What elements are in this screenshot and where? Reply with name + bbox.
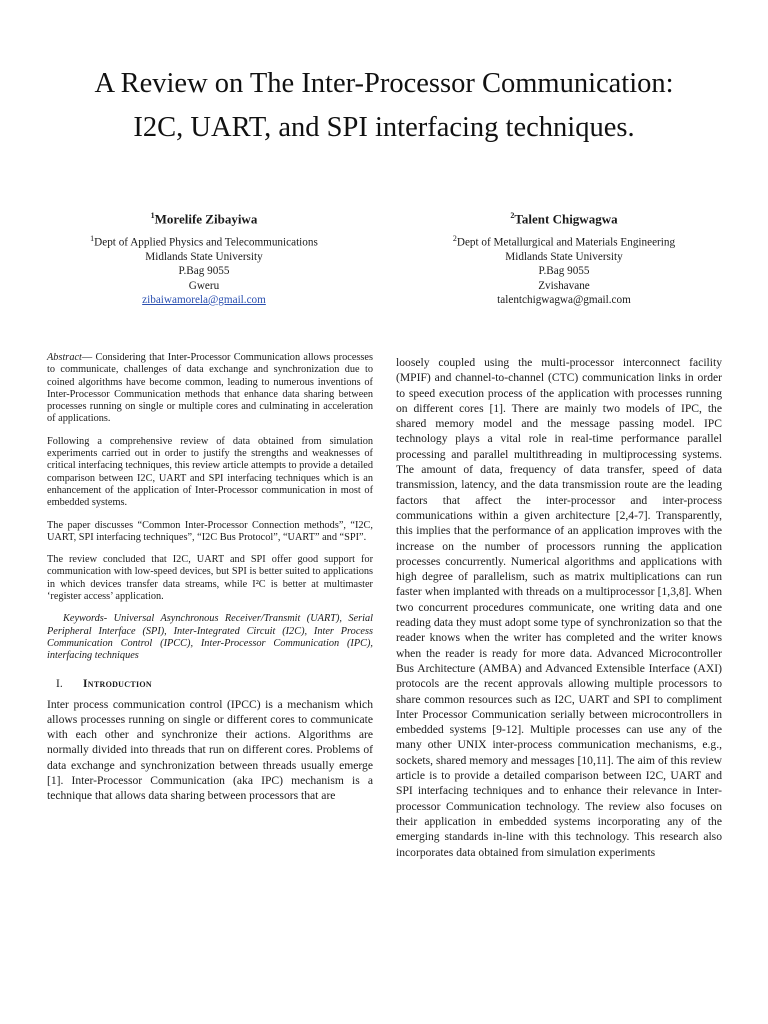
author-block-2 bbox=[384, 207, 744, 307]
abstract-paragraph-3: The paper discusses “Common Inter-Processor Connection methods”, “I2C, UART, SPI interfacing techniques”, “I2C Bus Protocol”, “UART” and “SPI”. bbox=[47, 519, 373, 543]
paper-title bbox=[0, 62, 768, 150]
section-title: Introduction bbox=[83, 677, 152, 690]
abstract-paragraph-1 bbox=[47, 352, 373, 426]
abstract bbox=[47, 352, 373, 663]
author-name-text: Morelife Zibayiwa bbox=[154, 211, 258, 227]
author-number: 2 bbox=[510, 211, 515, 220]
keywords: Keywords- Universal Asynchronous Receiver/Transmit (UART), Serial Peripheral Interface (SPI), Inter-Integrated Circuit (I2C), Inter Process Communication Control (IPCC), Inter-Processor Communication (IPC), interfacing techniques bbox=[47, 613, 373, 662]
affiliation-number: 1 bbox=[90, 234, 95, 244]
author-email-link[interactable]: zibaiwamorela@gmail.com bbox=[142, 293, 266, 306]
title-line-1: A Review on The Inter-Processor Communication: bbox=[94, 68, 674, 99]
author-department bbox=[24, 232, 384, 250]
author-number: 1 bbox=[150, 211, 155, 220]
right-column-paragraph: loosely coupled using the multi-processor interconnect facility (MPIF) and channel-to-channel (CTC) communication links in order to speed execution process of the application with processes running on different cores [1]. There are mainly two models of IPC, the shared memory model and the message passing model. IPC technology plays a vital role in real-time performance parallel processing and parallel multithreading in multiprocessing systems. The amount of data, frequency of data transfer, speed of data transmission, latency, and the data transmission route are the leading factors that affect the inter-processor and inter-process communications within a given architecture [2,4-7]. Transparently, this implies that the performance of an application improves with the increase on the number of processors running the application processes concurrently. Numerical algorithms and applications with high degree of parallelism, such as matrix multiplications can run faster when implanted with threads on a multiprocessor [1,3,8]. When two concurrent procedures communicate, one writing data and one reading data they must adopt some type of synchronization so that the reader knows when the writer has completed and the writer knows when the reader is ready for more data. Advanced Microcontroller Bus Architecture (AMBA) and Advanced Extensible Interface (AXI) protocols are the recent approvals allowing multiple processors to share common resources such as I2C, UART and SPI to compliment Inter Processor Communication serially between microcontrollers in embedded systems [9-12]. Multiple processes can use any of the many other UNIX inter-process communication mechanisms, e.g., sockets, shared memory and messages [10,11]. The aim of this review article is to provide a detailed comparison between I2C, UART and SPI interfacing techniques and to enhance their relevance in Inter-processor Communication technology. The review also focuses on their application in embedded systems incorporating any of the emerging standards in-line with this technology. This research also incorporates data obtained from simulation experiments bbox=[396, 356, 722, 859]
department-text: Dept of Metallurgical and Materials Engineering bbox=[456, 237, 676, 250]
author-name-text: Talent Chigwagwa bbox=[514, 211, 618, 227]
author-name bbox=[384, 207, 744, 228]
introduction-paragraph: Inter process communication control (IPCC) is a mechanism which allows processes running on single or different cores to communicate with each other and synchronize their actions. Algorithms are normally divided into threads that run on different cores. Problems of data exchange and synchronization between threads usually emerge [1]. Inter-Processor Communication (aka IPC) mechanism is a technique that allows data sharing between processors that are bbox=[47, 697, 373, 803]
author-email: talentchigwagwa@gmail.com bbox=[497, 293, 631, 306]
affiliation-number: 2 bbox=[452, 234, 457, 244]
author-city: Gweru bbox=[188, 279, 220, 292]
author-department bbox=[384, 232, 744, 250]
abstract-paragraph-2: Following a comprehensive review of data obtained from simulation experiments carried out in order to justify the strengths and weaknesses of critical interfacing techniques, this review article attempts to provide a detailed comparison between I2C, UART and SPI interfacing techniques which is an enhancement of the application of Inter-Processor communication in most of embedded systems. bbox=[47, 435, 373, 509]
abstract-lead: Abstract bbox=[47, 352, 82, 363]
author-name bbox=[24, 207, 384, 228]
title-line-2: I2C, UART, and SPI interfacing techniques. bbox=[133, 112, 635, 143]
author-university: Midlands State University bbox=[505, 251, 623, 264]
left-column bbox=[47, 352, 373, 804]
author-university: Midlands State University bbox=[145, 251, 263, 264]
section-heading-introduction bbox=[56, 677, 382, 691]
author-address: P.Bag 9055 bbox=[178, 265, 230, 278]
abstract-text: — Considering that Inter-Processor Communication allows processes to communicate, challenges of data exchange and synchronization due to coined algorithms have become common, leading to numerous inventions of Inter-Processor Communication methods that enhance data sharing between processes running on single or multiple cores and culminating in acceleration of applications. bbox=[47, 352, 373, 425]
author-address: P.Bag 9055 bbox=[538, 265, 590, 278]
right-column bbox=[396, 355, 722, 860]
author-city: Zvishavane bbox=[538, 279, 590, 292]
section-number: I. bbox=[56, 677, 63, 690]
abstract-paragraph-4: The review concluded that I2C, UART and SPI offer good support for communication with low-speed devices, but SPI is better suited to applications in which devices transfer data streams, while I²C is better at multimaster ‘register access’ application. bbox=[47, 554, 373, 603]
author-block-1 bbox=[24, 207, 384, 307]
department-text: Dept of Applied Physics and Telecommunications bbox=[94, 237, 318, 250]
